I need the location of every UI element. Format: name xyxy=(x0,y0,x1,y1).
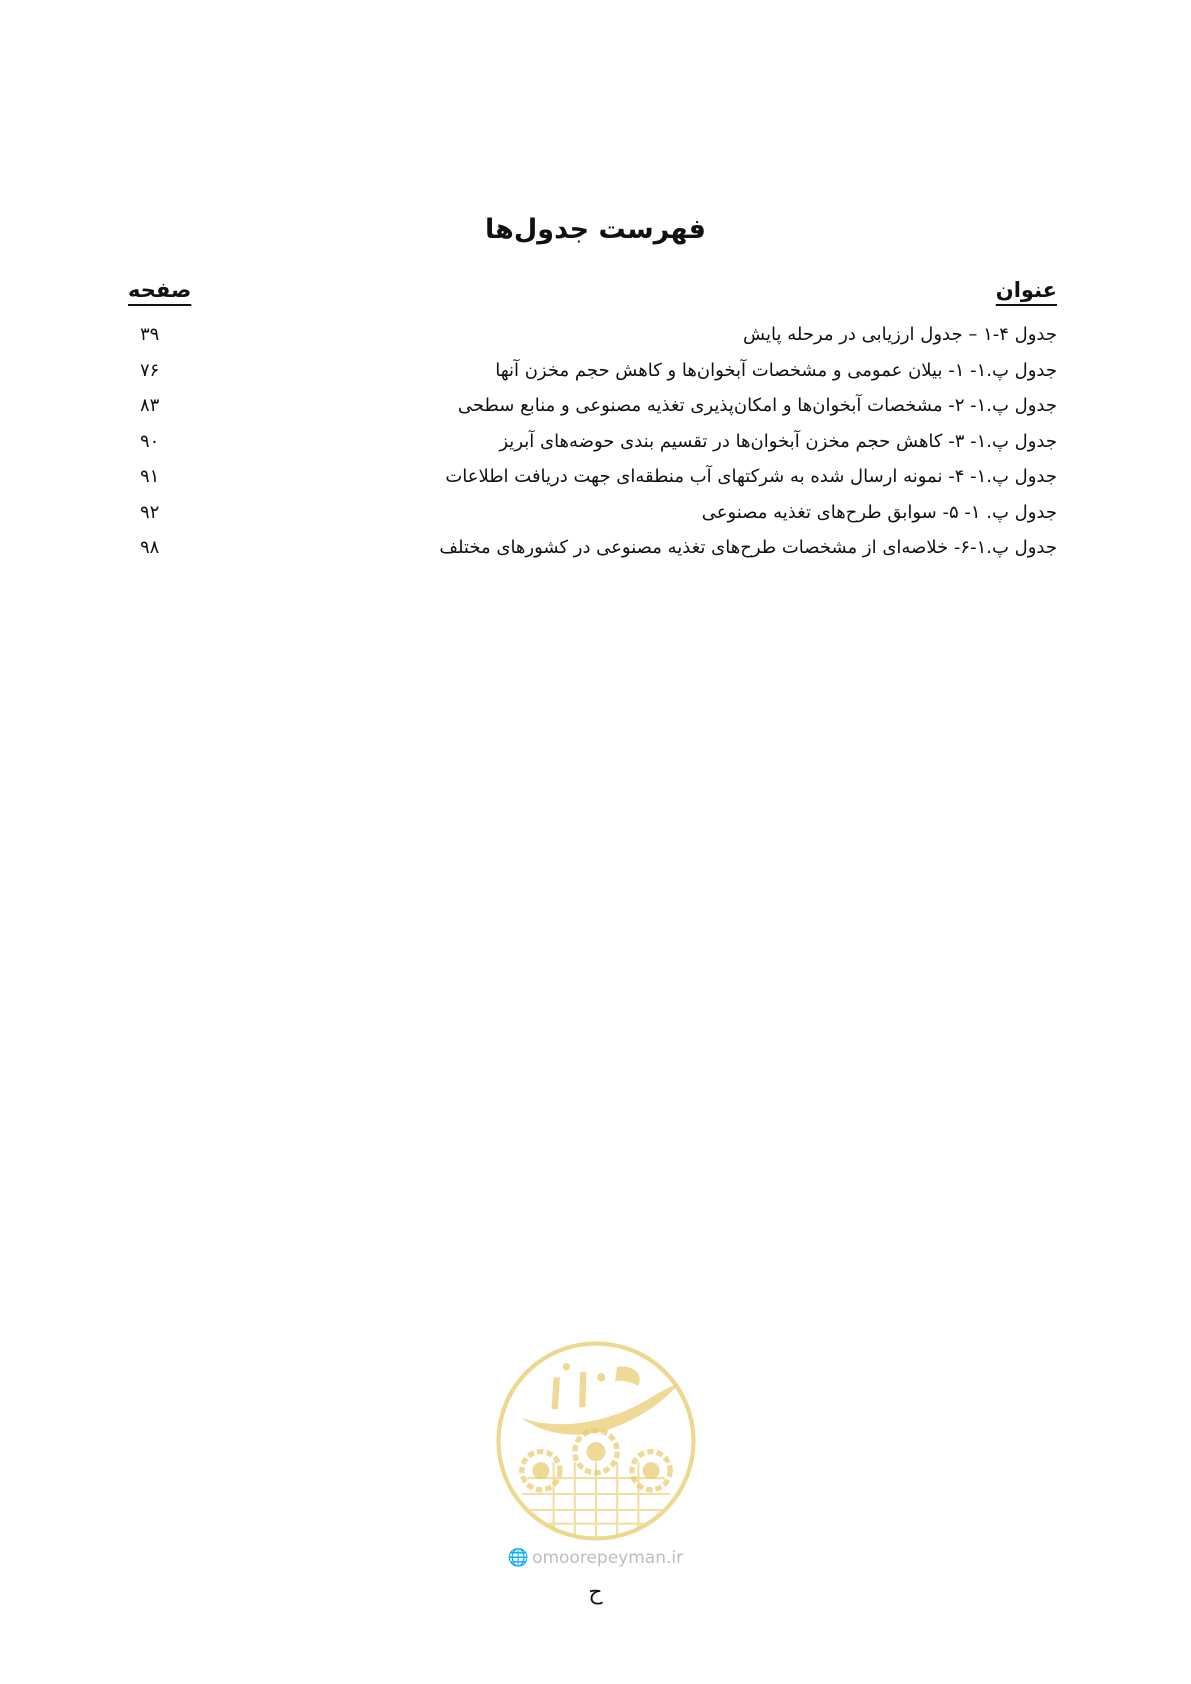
toc-entry-title: جدول پ.۱- ۲- مشخصات آبخوان‌ها و امکان‌پذیری تغذیه مصنوعی و منابع سطحی xyxy=(457,395,1057,416)
toc-entry[interactable] xyxy=(128,393,1057,429)
toc-entry[interactable] xyxy=(128,429,1057,465)
column-header-page: صفحه xyxy=(128,278,192,302)
watermark-url xyxy=(0,1548,1191,1568)
toc-entry-page: ۹۲ xyxy=(140,501,160,523)
watermark-logo xyxy=(490,1335,702,1547)
page-number: ح xyxy=(588,1580,603,1605)
toc-entry[interactable] xyxy=(128,358,1057,394)
globe-icon: 🌐 xyxy=(507,1548,530,1568)
toc-entry-page: ۹۸ xyxy=(140,537,160,558)
toc-entry-title: جدول پ. ۱- ۵- سوابق طرح‌های تغذیه مصنوعی xyxy=(701,501,1057,523)
toc-entry-page: ۳۹ xyxy=(140,324,160,345)
watermark-url-text: omoorepeyman.ir xyxy=(532,1548,684,1568)
toc-entry-title: جدول پ.۱- ۴- نمونه ارسال شده به شرکتهای آب منطقه‌ای جهت دریافت اطلاعات xyxy=(445,466,1057,487)
toc-entry-page: ۸۳ xyxy=(140,395,160,416)
toc-entry-title: جدول پ.۱- ۳- کاهش حجم مخزن آبخوان‌ها در تقسیم بندی حوضه‌های آبریز xyxy=(499,430,1057,452)
toc-entry[interactable] xyxy=(128,322,1057,358)
table-of-tables xyxy=(128,322,1057,571)
page-title: فهرست جدول‌ها xyxy=(485,214,706,245)
toc-entry-title: جدول پ.۱- ۱- بیلان عمومی و مشخصات آبخوان‌ها و کاهش حجم مخزن آنها xyxy=(495,359,1057,381)
toc-entry-page: ۷۶ xyxy=(140,359,160,381)
toc-entry-title: جدول پ.۱-۶- خلاصه‌ای از مشخصات طرح‌های تغذیه مصنوعی در کشورهای مختلف xyxy=(439,537,1057,558)
toc-entry[interactable] xyxy=(128,500,1057,536)
toc-entry-page: ۹۰ xyxy=(140,430,160,452)
toc-entry[interactable] xyxy=(128,535,1057,571)
toc-entry-page: ۹۱ xyxy=(140,466,160,487)
toc-entry-title: جدول ۴-۱ – جدول ارزیابی در مرحله پایش xyxy=(743,324,1057,345)
toc-entry[interactable] xyxy=(128,464,1057,500)
column-header-title: عنوان xyxy=(995,278,1057,302)
